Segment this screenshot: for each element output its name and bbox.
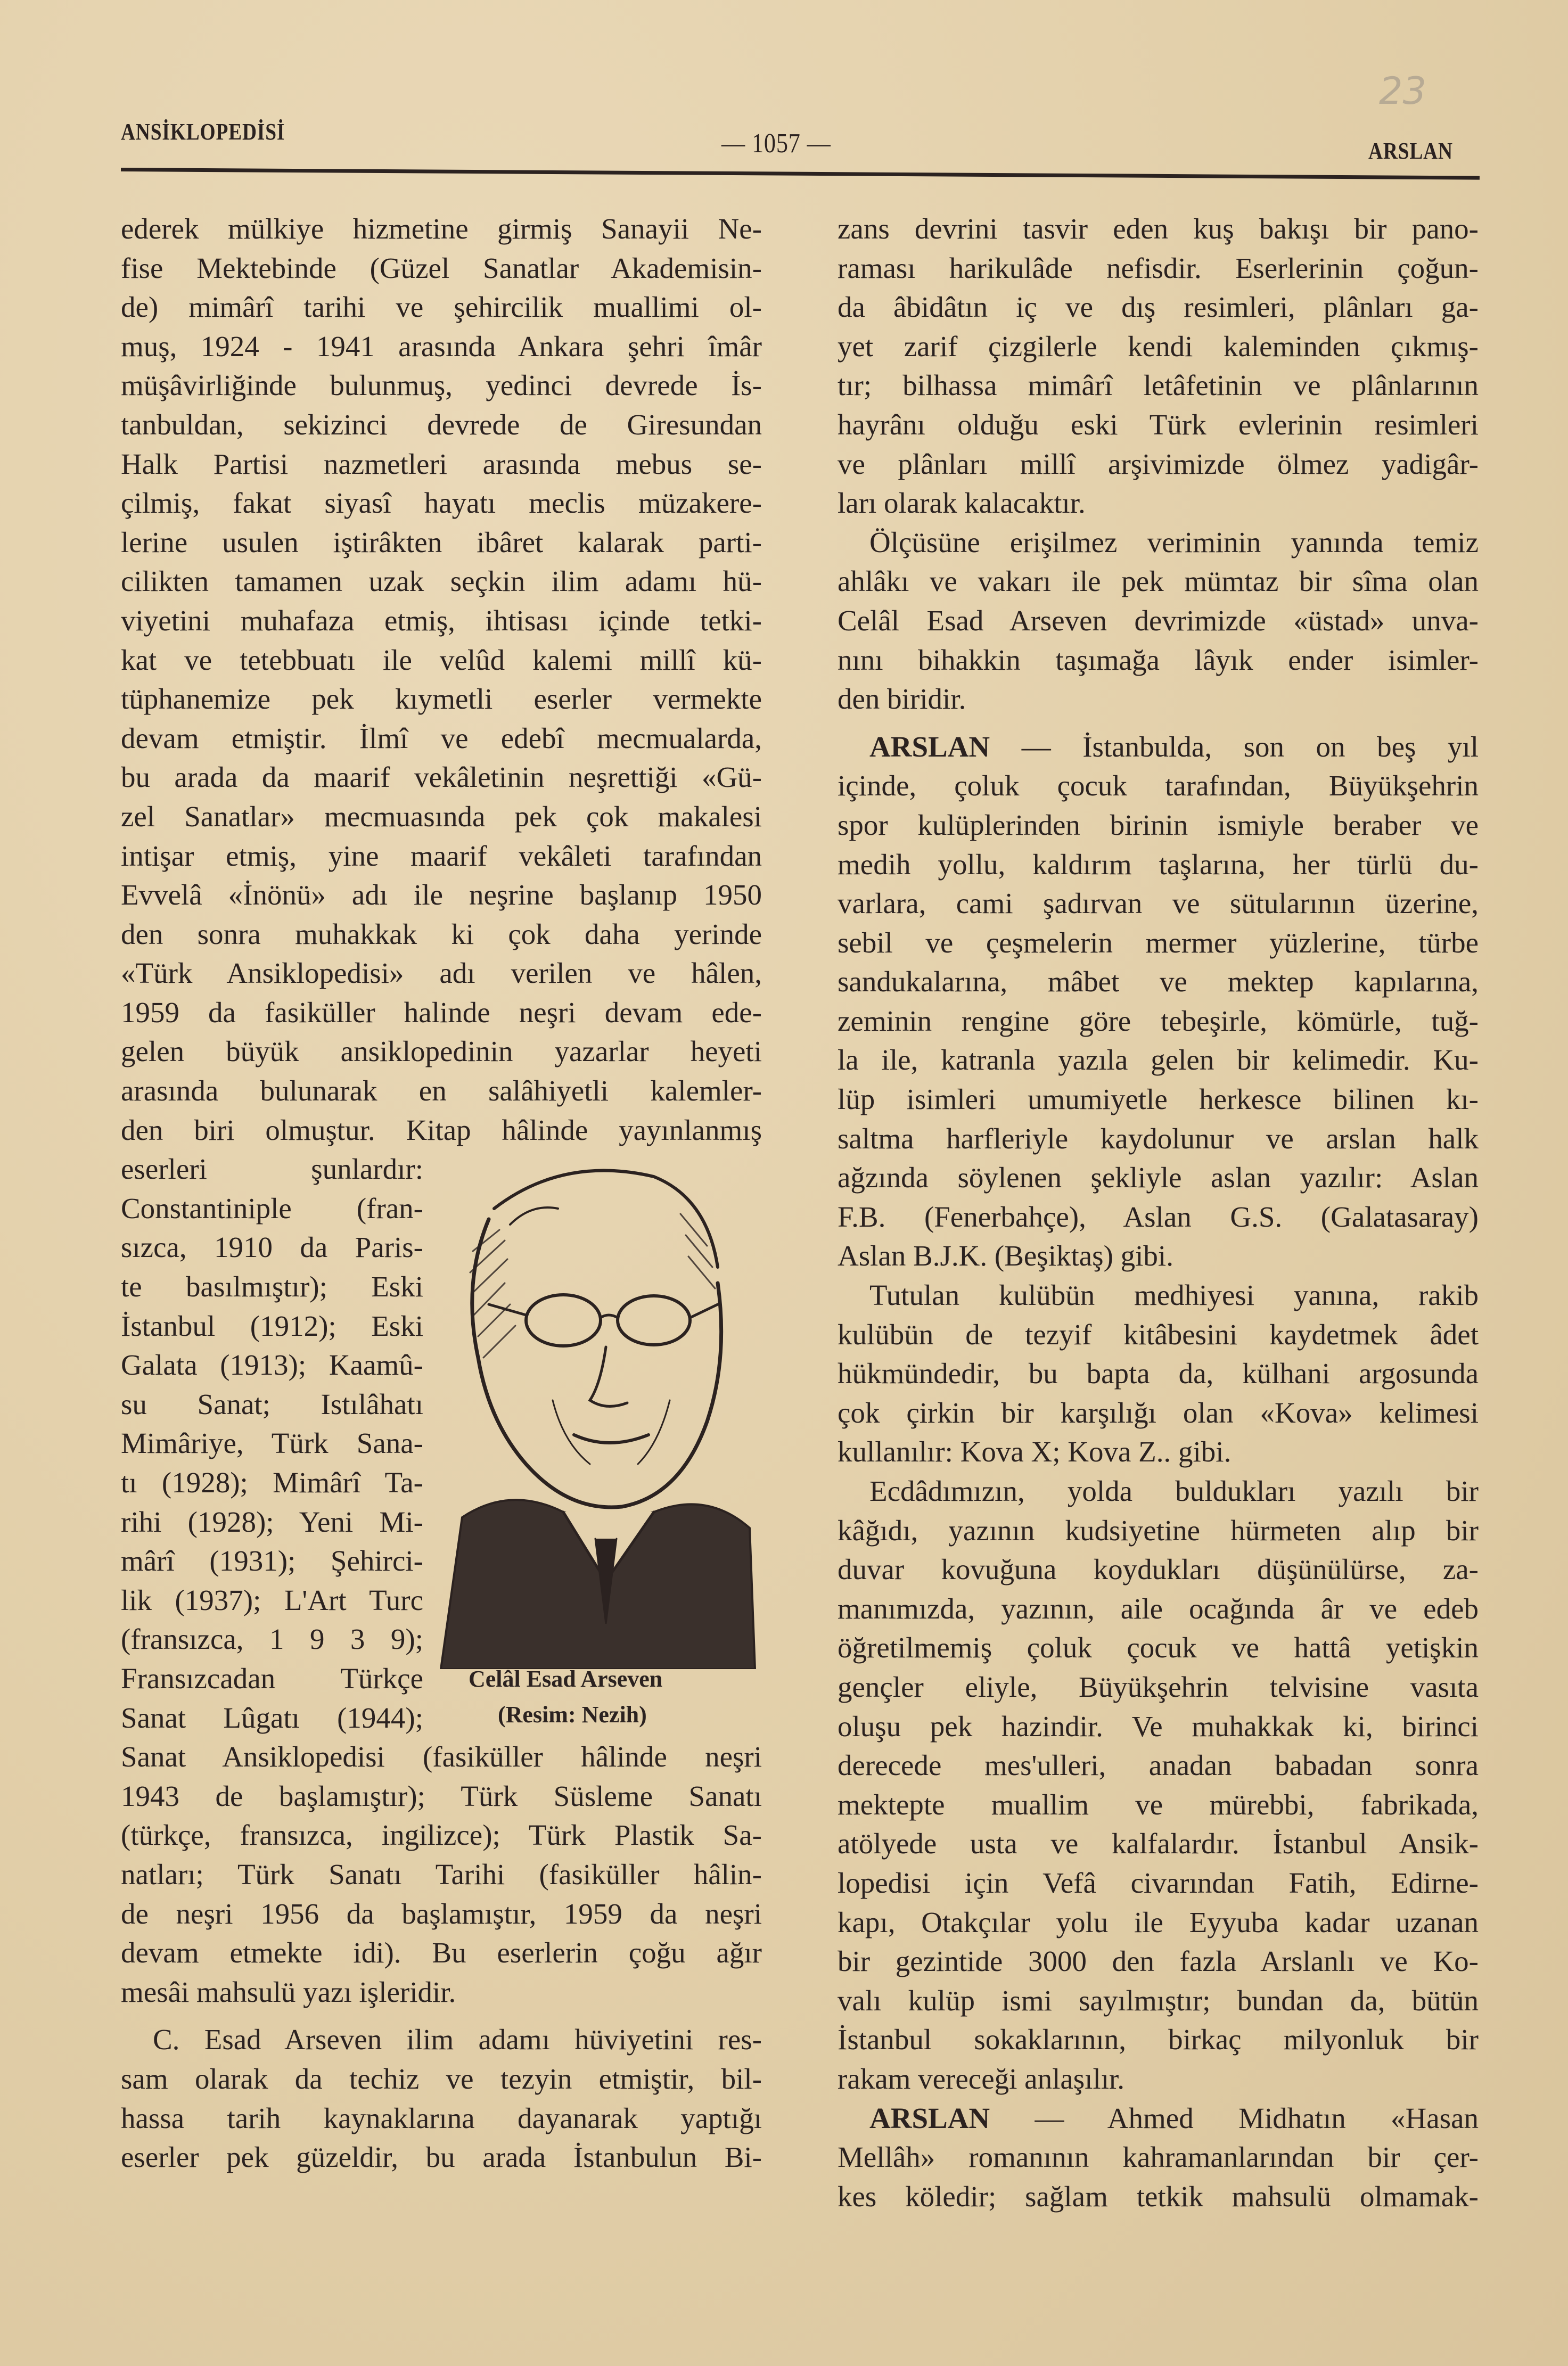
text-line: lopedisi için Vefâ civarından Fatih, Edirne- [838, 1866, 1479, 1899]
text-line: mesâi mahsulü yazı işleridir. [121, 1975, 456, 2008]
text-line: bir gezintide 3000 den fazla Arslanlı ve Ko- [838, 1945, 1479, 1978]
text-line: raması harikulâde nefisdir. Eserlerinin çoğun- [838, 251, 1479, 284]
paragraph [121, 1737, 762, 2011]
text-line: tanbuldan, sekizinci devrede de Giresundan [121, 408, 762, 441]
text-line: Fransızcadan Türkçe [121, 1662, 423, 1695]
text-line: hassa tarih kaynaklarına dayanarak yaptığı [121, 2101, 762, 2134]
text-line: Mellâh» romanının kahramanlarından bir çer- [838, 2141, 1479, 2174]
text-line: lüp isimleri umumiyetle herkesce bilinen kı- [838, 1083, 1479, 1116]
paragraph [838, 209, 1479, 523]
text-line: gençler eliyle, Büyükşehrin telvisine vasıta [838, 1670, 1479, 1703]
text-line: sandukalarına, mâbet ve mektep kapılarına, [838, 965, 1479, 998]
text-line: içinde, çoluk çocuk tarafından, Büyükşehrin [838, 769, 1479, 802]
text-line: Halk Partisi nazmetleri arasında mebus se- [121, 447, 762, 480]
paragraph [838, 523, 1479, 719]
text-line-content: — İstanbulda, son on beş yıl [990, 730, 1479, 763]
paragraph [121, 2020, 762, 2176]
text-line: den biridir. [838, 683, 966, 716]
entry-headword: ARSLAN [869, 730, 990, 763]
text-line: F.B. (Fenerbahçe), Aslan G.S. (Galatasaray) [838, 1200, 1479, 1233]
text-line: eserleri şunlardır: [121, 1153, 423, 1186]
text-line: hayrânı olduğu eski Türk evlerinin resimleri [838, 408, 1479, 441]
text-line: zeminin rengine göre tebeşirle, kömürle, tuğ- [838, 1004, 1479, 1037]
text-line: ahlâkı ve vakarı ile pek mümtaz bir sîma olan [838, 565, 1479, 598]
text-line: te basılmıştır); Eski [121, 1270, 423, 1303]
text-line: tı (1928); Mimârî Ta- [121, 1466, 423, 1499]
text-line: Mimâriye, Türk Sana- [121, 1427, 423, 1460]
text-line: çilmiş, fakat siyasî hayatı meclis müzakere- [121, 487, 762, 520]
text-line: rakam vereceği anlaşılır. [838, 2062, 1125, 2095]
text-line-content: — Ahmed Midhatın «Hasan [990, 2101, 1479, 2134]
text-line: atölyede usta ve kalfalardır. İstanbul Ansik- [838, 1827, 1479, 1860]
text-line: kullanılır: Kova X; Kova Z.. gibi. [838, 1435, 1232, 1468]
text-line [838, 727, 1479, 767]
text-line: devam etmiştir. İlmî ve edebî mecmualarda, [121, 721, 762, 754]
figure-caption-credit: (Resim: Nezih) [498, 1702, 647, 1728]
handwritten-page-note: 23 [1379, 69, 1427, 113]
text-line: rihi (1928); Yeni Mi- [121, 1505, 423, 1538]
paragraph [121, 209, 762, 1149]
text-line: ve plânları millî arşivimizde ölmez yadigâr- [838, 447, 1479, 480]
text-line: saltma harfleriyle kaydolunur ve arslan halk [838, 1122, 1479, 1155]
text-line: sebil ve çeşmelerin mermer yüzlerine, türbe [838, 926, 1479, 959]
text-line: arasında bulunarak en salâhiyetli kalemler- [121, 1074, 762, 1107]
text-line: intişar etmiş, yine maarif vekâleti tarafından [121, 839, 762, 872]
figure-caption-name: Celâl Esad Arseven [469, 1666, 663, 1692]
entry-headword: ARSLAN [869, 2101, 990, 2134]
text-line: viyetini muhafaza etmiş, ihtisası içinde tetki- [121, 604, 762, 637]
right-column [838, 209, 1479, 2216]
text-line: natları; Türk Sanatı Tarihi (fasiküller hâlin- [121, 1858, 762, 1891]
text-line: çok çirkin bir karşılığı olan «Kova» kelimesi [838, 1396, 1479, 1429]
text-line: derecede mes'ulleri, anadan babadan sonra [838, 1749, 1479, 1782]
portrait-illustration [430, 1145, 763, 1669]
text-line: Evvelâ «İnönü» adı ile neşrine başlanıp 1950 [121, 878, 762, 911]
text-line: muş, 1924 - 1941 arasında Ankara şehri îmâr [121, 330, 762, 363]
text-line: Tutulan kulübün medhiyesi yanına, rakib [869, 1279, 1479, 1312]
text-line: İstanbul sokaklarının, birkaç milyonluk bir [838, 2023, 1479, 2056]
text-line: kulübün de tezyif kitâbesini kaydetmek âdet [838, 1318, 1479, 1351]
text-line: den biri olmuştur. Kitap hâlinde yayınlanmış [121, 1113, 762, 1146]
text-line: (türkçe, fransızca, ingilizce); Türk Plastik Sa- [121, 1819, 762, 1852]
page-number: — 1057 — [721, 128, 831, 159]
text-line: zel Sanatlar» mecmuasında pek çok makalesi [121, 800, 762, 833]
text-line: oluşu pek hazindir. Ve muhakkak ki, birinci [838, 1710, 1479, 1743]
paragraph [838, 1276, 1479, 1472]
text-line: fise Mektebinde (Güzel Sanatlar Akademisin- [121, 251, 762, 284]
text-line: 1959 da fasiküller halinde neşri devam ede- [121, 996, 762, 1029]
header-rule [121, 168, 1480, 180]
running-head-right: ARSLAN [1368, 138, 1453, 164]
text-line: Ecdâdımızın, yolda buldukları yazılı bir [869, 1475, 1479, 1507]
running-head-left: ANSİKLOPEDİSİ [121, 119, 285, 145]
text-line: yet zarif çizgilerle kendi kaleminden çıkmış- [838, 330, 1479, 363]
text-line: varlara, cami şadırvan ve sütularının üzerine, [838, 887, 1479, 920]
text-line: lerine usulen iştirâkten ibâret kalarak parti- [121, 525, 762, 558]
text-line: tır; bilhassa mimârî letâfetinin ve plânlarının [838, 369, 1479, 402]
text-line: de) mimârî tarihi ve şehircilik muallimi ol- [121, 291, 762, 324]
text-line: da âbidâtın iç ve dış resimleri, plânları ga- [838, 291, 1479, 324]
text-line: 1943 de başlamıştır); Türk Süsleme Sanatı [121, 1779, 762, 1812]
text-line: valı kulüp ismi sayılmıştır; bundan da, bütün [838, 1984, 1479, 2017]
text-line: kapı, Otakçılar yolu ile Eyyuba kadar uzanan [838, 1905, 1479, 1938]
text-line: cilikten tamamen uzak seçkin ilim adamı hü- [121, 565, 762, 598]
text-line: den sonra muhakkak ki çok daha yerinde [121, 917, 762, 950]
text-line: bu arada da maarif vekâletinin neşrettiği «Gü- [121, 761, 762, 794]
text-line: medih yollu, kaldırım taşlarına, her türlü du- [838, 848, 1479, 881]
text-line: öğretilmemiş çoluk çocuk ve hattâ yetişkin [838, 1631, 1479, 1664]
text-line: spor kulüplerinden birinin ismiyle beraber ve [838, 808, 1479, 841]
text-line: Celâl Esad Arseven devrimizde «üstad» unva- [838, 604, 1479, 637]
text-line: ederek mülkiye hizmetine girmiş Sanayii Ne- [121, 212, 762, 245]
text-line: (fransızca, 1 9 3 9); [121, 1623, 423, 1656]
text-line: de neşri 1956 da başlamıştır, 1959 da neşri [121, 1897, 762, 1930]
text-line: mârî (1931); Şehirci- [121, 1545, 423, 1578]
text-line [838, 2099, 1479, 2138]
text-line: kâğıdı, yazının kudsiyetine hürmeten alıp bir [838, 1514, 1479, 1547]
text-line: ları olarak kalacaktır. [838, 487, 1086, 520]
text-line: «Türk Ansiklopedisi» adı verilen ve hâlen, [121, 957, 762, 990]
text-line: müşâvirliğinde bulunmuş, yedinci devrede İs- [121, 369, 762, 402]
text-line: manımızda, yazının, aile ocağında âr ve edeb [838, 1592, 1479, 1625]
text-line: tüphanemize pek kıymetli eserler vermekte [121, 683, 762, 716]
text-line: Aslan B.J.K. (Beşiktaş) gibi. [838, 1239, 1173, 1272]
text-line: C. Esad Arseven ilim adamı hüviyetini res- [153, 2023, 762, 2056]
text-line: devam etmekte idi). Bu eserlerin çoğu ağır [121, 1936, 762, 1969]
text-line: kat ve tetebbuatı ile velûd kalemi millî kü- [121, 643, 762, 676]
paragraph [838, 727, 1479, 1276]
text-line: hükmündedir, bu bapta da, külhani argosunda [838, 1357, 1479, 1390]
text-line: sızca, 1910 da Paris- [121, 1231, 423, 1264]
paragraph [838, 2099, 1479, 2216]
text-line: lik (1937); L'Art Turc [121, 1583, 423, 1616]
text-line: Constantiniple (fran- [121, 1192, 423, 1225]
text-line: la ile, katranla yazıla gelen bir kelimedir. Ku- [838, 1044, 1479, 1077]
paragraph [838, 1472, 1479, 2099]
text-line: nını bihakkin taşımağa lâyık ender isimler- [838, 643, 1479, 676]
text-line: Sanat Ansiklopedisi (fasiküller hâlinde neşri [121, 1740, 762, 1773]
text-line: İstanbul (1912); Eski [121, 1309, 423, 1342]
text-line: zans devrini tasvir eden kuş bakışı bir pano- [838, 212, 1479, 245]
text-line: eserler pek güzeldir, bu arada İstanbulun Bi- [121, 2141, 762, 2174]
text-line: sam olarak da techiz ve tezyin etmiştir, bil- [121, 2062, 762, 2095]
text-line: Ölçüsüne erişilmez veriminin yanında temiz [869, 525, 1479, 558]
text-line: gelen büyük ansiklopedinin yazarlar heyeti [121, 1035, 762, 1068]
text-line: duvar kovuğuna koydukları düşünülürse, za- [838, 1553, 1479, 1586]
text-line: su Sanat; Istılâhatı [121, 1387, 423, 1420]
text-line: kes köledir; sağlam tetkik mahsulü olmamak- [838, 2180, 1479, 2213]
text-line: Sanat Lûgatı (1944); [121, 1701, 423, 1734]
text-line: Galata (1913); Kaamû- [121, 1349, 423, 1382]
text-line: mektepte muallim ve mürebbi, fabrikada, [838, 1788, 1479, 1821]
text-line: ağzında söylenen şekliyle aslan yazılır: Aslan [838, 1161, 1479, 1194]
